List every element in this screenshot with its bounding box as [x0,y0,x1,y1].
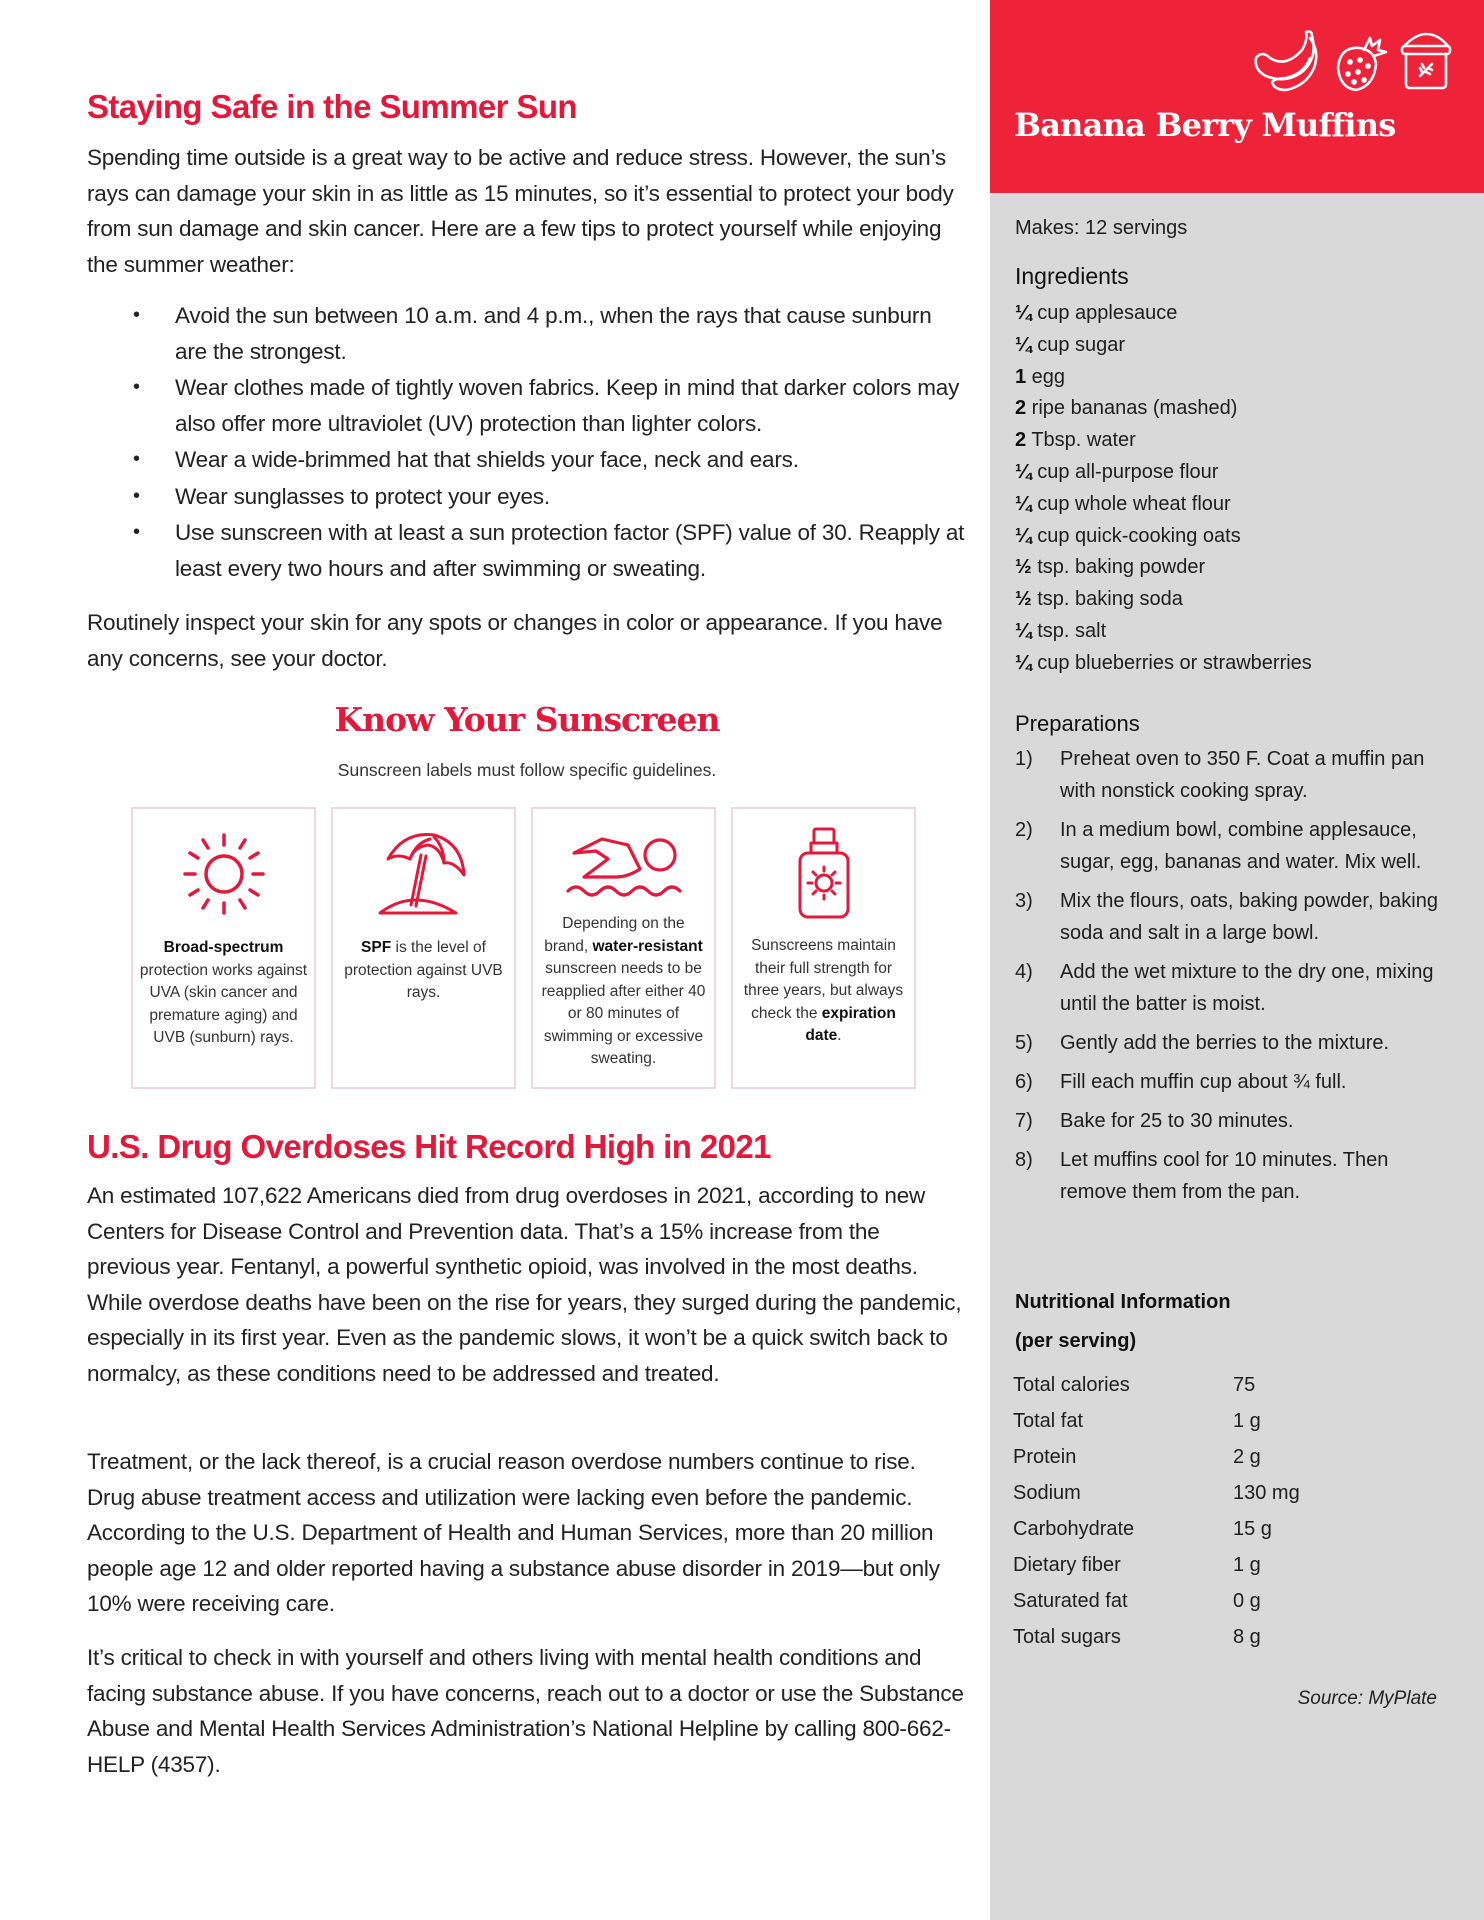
bullet-icon: • [133,521,140,543]
article-title-drug-overdoses: U.S. Drug Overdoses Hit Record High in 2021 [87,1128,771,1165]
recipe-title: Banana Berry Muffins [1014,106,1396,144]
infographic-subtitle: Sunscreen labels must follow specific guidelines. [337,760,717,780]
overdose-paragraph: It’s critical to check in with yourself and others living with mental health conditions and facing substance abuse. If you have concerns, reach out to a doctor or use the Substance Abuse and Mental Health Services Administration’s National Helpline by calling 800-662-HELP (4357). [87,1645,964,1777]
list-item: ¼ tsp. salt [1015,619,1107,642]
preparations-heading: Preparations [1015,711,1140,736]
list-item: • Avoid the sun between 10 a.m. and 4 p.m., when the rays that cause sunburn are the strongest. [87,298,967,369]
list-item: ¼ cup applesauce [1015,302,1178,324]
table-row: Protein 2 g [1013,1445,1261,1468]
list-item: 5) Gently add the berries to the mixture. [1015,1032,1390,1054]
list-item: ½ tsp. baking soda [1015,588,1183,611]
banana-icon [1252,28,1322,94]
bullet-icon: • [133,448,140,470]
table-row: Sodium 130 mg [1013,1481,1300,1504]
list-item: ¼ cup sugar [1015,333,1126,356]
recipe-source: Source: MyPlate [1297,1688,1437,1709]
card-text: SPF is the level of protection against UVB rays. [344,939,503,1001]
ingredients-heading: Ingredients [1015,263,1129,289]
list-item: • Wear clothes made of tightly woven fabrics. Keep in mind that darker colors may also offer more ultraviolet (UV) protection than lighter colors. [87,370,967,441]
flour-bag-icon [1398,30,1454,92]
list-item: ½ tsp. baking powder [1015,556,1206,579]
list-item: 3) Mix the flours, oats, baking powder, baking soda and salt in a large bowl. [1015,890,1438,944]
swimmer-icon [533,831,714,901]
recipe-sidebar [990,0,1484,1920]
ingredients-list [1015,298,1312,680]
bullet-icon: • [133,376,140,398]
table-row: Saturated fat 0 g [1013,1589,1261,1612]
list-item: • Use sunscreen with at least a sun protection factor (SPF) value of 30. Reapply at least every two hours and after swimming or sweating. [87,515,967,586]
overdose-paragraph: An estimated 107,622 Americans died from drug overdoses in 2021, according to new Centers for Disease Control and Prevention data. That’s a 15% increase from the previous year. Fentanyl, a powerful synthetic opioid, was involved in the most deaths. While overdose deaths have been on the rise for years, they surged during the pandemic, especially in its first year. Even as the pandemic slows, it won’t be a quick switch back to normalcy, as these conditions need to be addressed and treated. [87,1183,962,1386]
list-item: 4) Add the wet mixture to the dry one, mixing until the batter is moist. [1015,961,1434,1015]
sunscreen-cards [131,807,921,1089]
list-item: 1) Preheat oven to 350 F. Coat a muffin pan with nonstick cooking spray. [1015,748,1425,802]
article-title-summer-sun: Staying Safe in the Summer Sun [87,88,577,125]
bullet-icon: • [133,304,140,326]
table-row: Carbohydrate 15 g [1013,1517,1272,1540]
list-item: • Wear sunglasses to protect your eyes. [87,479,967,515]
sun-safety-tips-list [87,298,967,586]
table-row: Total calories 75 [1013,1373,1256,1396]
list-item: • Wear a wide-brimmed hat that shields your face, neck and ears. [87,442,967,478]
nutrition-table [1013,1367,1300,1655]
card-spf [331,807,516,1089]
table-row: Total sugars 8 g [1013,1625,1261,1648]
list-item: 7) Bake for 25 to 30 minutes. [1015,1110,1294,1132]
list-item: 6) Fill each muffin cup about ¾ full. [1015,1071,1347,1093]
list-item: ¼ cup all-purpose flour [1015,460,1219,483]
card-text: Broad-spectrum protection works against UVA (skin cancer and premature aging) and UVB (sunburn) rays. [139,939,308,1046]
nutrition-heading: Nutritional Information [1015,1291,1231,1313]
table-row: Total fat 1 g [1013,1409,1261,1432]
list-item: 2 Tbsp. water [1015,429,1136,452]
table-row: Dietary fiber 1 g [1013,1553,1261,1576]
recipe-servings: Makes: 12 servings [1015,217,1188,239]
overdose-paragraph: Treatment, or the lack thereof, is a crucial reason overdose numbers continue to rise. Drug abuse treatment access and utilization were lacking even before the pandemic. According to the U.S. Department of Health and Human Services, more than 20 million people age 12 and older reported having a substance abuse disorder in 2019—but only 10% were receiving care. [87,1449,940,1616]
summer-sun-intro: Spending time outside is a great way to be active and reduce stress. However, the sun’s rays can damage your skin in as little as 15 minutes, so it’s essential to protect your body from sun damage and skin cancer. Here are a few tips to protect yourself while enjoying the summer weather: [87,145,954,277]
sunscreen-bottle-icon [733,825,914,921]
preparation-steps [1015,743,1455,1208]
beach-umbrella-icon [333,829,514,919]
list-item: 2 ripe bananas (mashed) [1015,397,1238,420]
infographic-title: Know Your Sunscreen [334,700,720,739]
sun-icon [133,831,314,917]
bullet-icon: • [133,484,140,507]
list-item: ¼ cup whole wheat flour [1015,492,1231,515]
list-item: ¼ cup quick-cooking oats [1015,524,1241,547]
card-broad-spectrum [131,807,316,1089]
list-item: 1 egg [1015,365,1066,388]
recipe-header [990,0,1484,193]
strawberry-icon [1334,34,1388,92]
list-item: 2) In a medium bowl, combine applesauce, sugar, egg, bananas and water. Mix well. [1015,819,1422,873]
card-text: Sunscreens maintain their full strength for three years, but always check the expiration date. [743,937,904,1044]
list-item: ¼ cup blueberries or strawberries [1015,651,1312,674]
recipe-header-icons [1252,28,1452,96]
summer-sun-closing: Routinely inspect your skin for any spots or changes in color or appearance. If you have any concerns, see your doctor. [87,610,943,671]
card-text: Depending on the brand, water-resistant sunscreen needs to be reapplied after either 40 or 80 minutes of swimming or excessive sweating. [541,915,706,1067]
list-item: 8) Let muffins cool for 10 minutes. Then remove them from the pan. [1015,1149,1389,1203]
card-water-resistant [531,807,716,1089]
nutrition-subheading: (per serving) [1015,1330,1137,1352]
card-expiration [731,807,916,1089]
